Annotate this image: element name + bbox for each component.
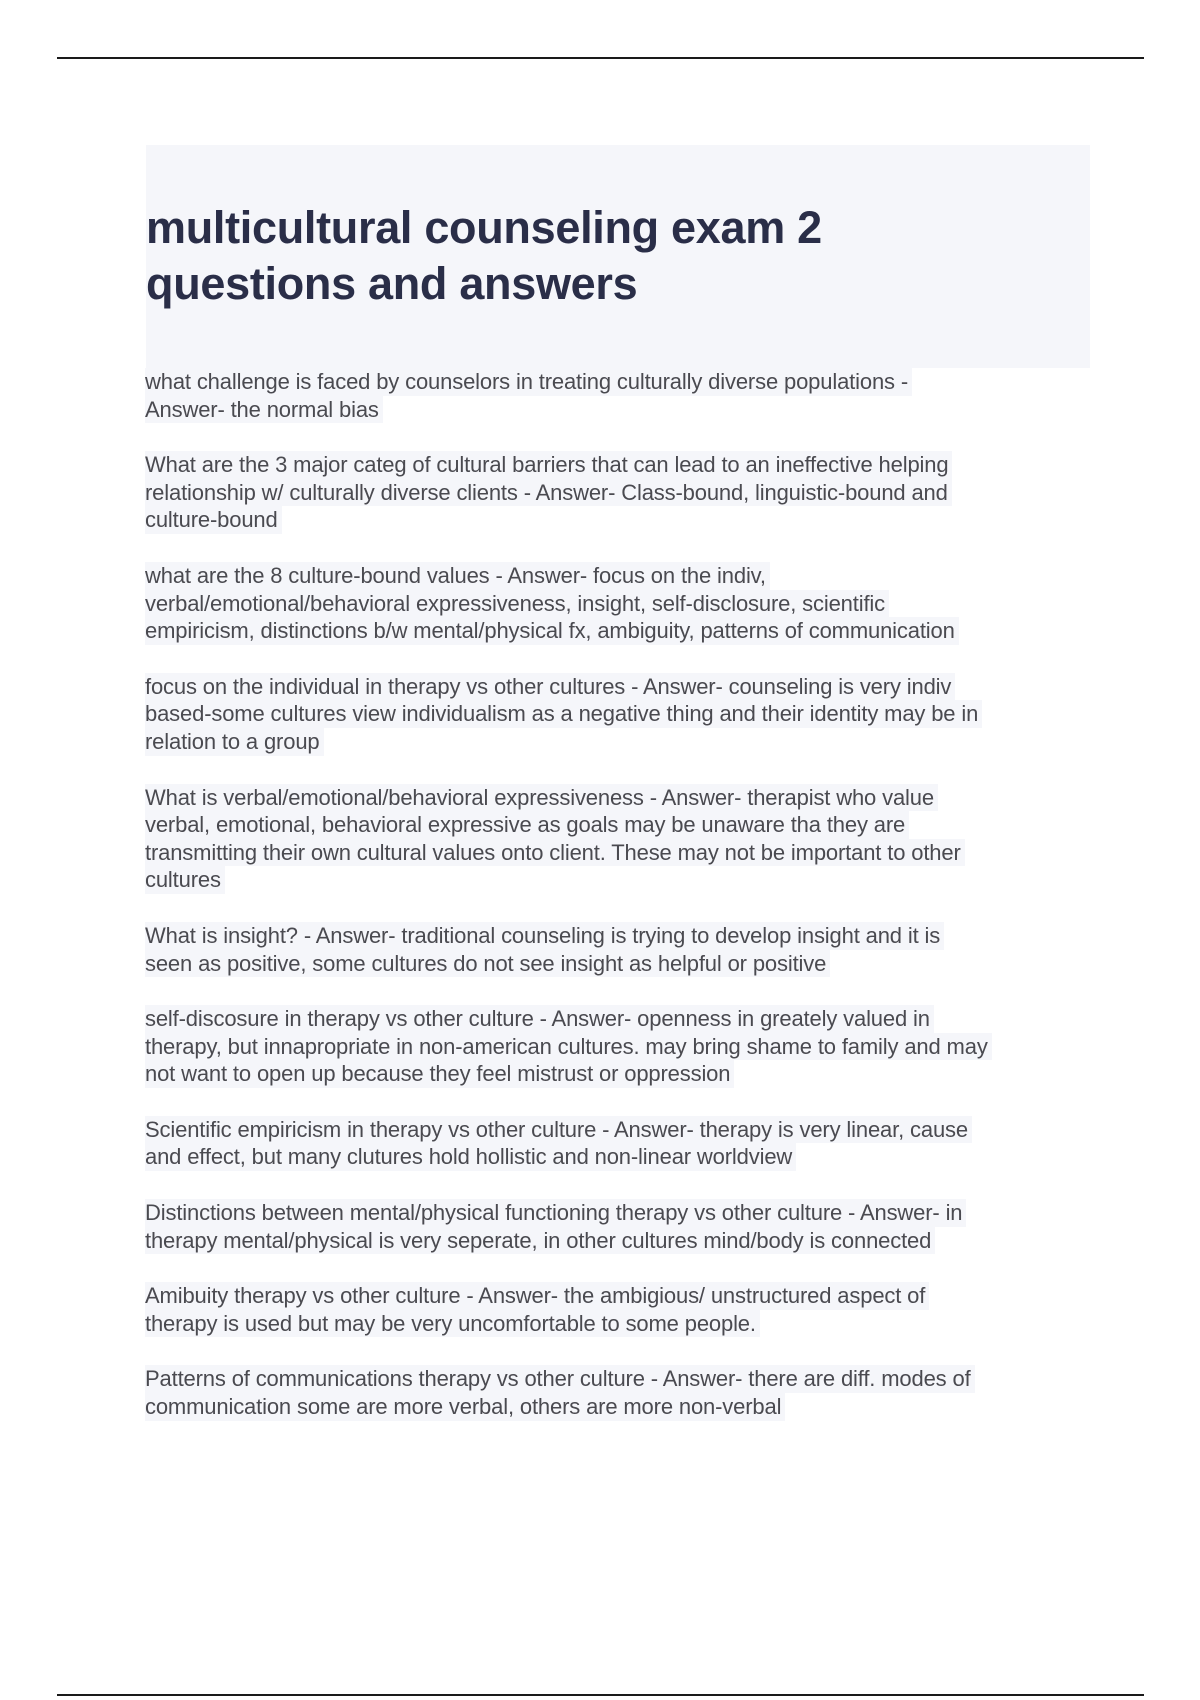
qa-item [145,922,1095,977]
qa-item [145,451,1095,534]
qa-text-line: not want to open up because they feel mistrust or oppression [145,1060,734,1088]
qa-text-line: What is insight? - Answer- traditional counseling is trying to develop insight and it is [145,922,944,950]
qa-text-line: seen as positive, some cultures do not see insight as helpful or positive [145,950,830,978]
qa-text-line: relation to a group [145,728,324,756]
footer-rule [57,1694,1144,1696]
qa-text-line: Scientific empiricism in therapy vs other culture - Answer- therapy is very linear, cause [145,1116,972,1144]
qa-text-line: verbal, emotional, behavioral expressive as goals may be unaware tha they are [145,811,909,839]
qa-item [145,1282,1095,1337]
qa-text-line: transmitting their own cultural values onto client. These may not be important to other [145,839,965,867]
title-line: multicultural counseling exam 2 [146,202,822,253]
qa-text-line: Amibuity therapy vs other culture - Answer- the ambigious/ unstructured aspect of [145,1282,929,1310]
qa-item [145,1199,1095,1254]
qa-item [145,673,1095,756]
qa-text-line: Distinctions between mental/physical functioning therapy vs other culture - Answer- in [145,1199,966,1227]
qa-text-line: What are the 3 major categ of cultural barriers that can lead to an ineffective helping [145,451,952,479]
qa-text-line: what challenge is faced by counselors in treating culturally diverse populations - [145,368,912,396]
qa-item [145,1365,1095,1420]
qa-text-line: therapy is used but may be very uncomfortable to some people. [145,1310,760,1338]
title-line: questions and answers [146,258,638,309]
qa-text-line: Patterns of communications therapy vs other culture - Answer- there are diff. modes of [145,1365,975,1393]
qa-text-line: what are the 8 culture-bound values - Answer- focus on the indiv, [145,562,770,590]
qa-text-line: verbal/emotional/behavioral expressiveness, insight, self-disclosure, scientific [145,590,889,618]
qa-text-line: and effect, but many clutures hold hollistic and non-linear worldview [145,1143,796,1171]
qa-item [145,1116,1095,1171]
qa-text-line: based-some cultures view individualism as a negative thing and their identity may be in [145,700,982,728]
qa-text-line: therapy, but innapropriate in non-american cultures. may bring shame to family and may [145,1033,992,1061]
qa-item [145,562,1095,645]
qa-text-line: What is verbal/emotional/behavioral expressiveness - Answer- therapist who value [145,784,938,812]
qa-text-line: cultures [145,866,225,894]
header-rule [57,57,1144,59]
qa-item [145,1005,1095,1088]
qa-list [145,368,1095,1449]
document-title [146,200,822,312]
qa-text-line: self-discosure in therapy vs other culture - Answer- openness in greately valued in [145,1005,934,1033]
qa-text-line: empiricism, distinctions b/w mental/physical fx, ambiguity, patterns of communication [145,617,959,645]
qa-text-line: communication some are more verbal, others are more non-verbal [145,1393,785,1421]
qa-text-line: focus on the individual in therapy vs other cultures - Answer- counseling is very indiv [145,673,955,701]
qa-item [145,368,1095,423]
qa-item [145,784,1095,894]
qa-text-line: relationship w/ culturally diverse clients - Answer- Class-bound, linguistic-bound and [145,479,952,507]
qa-text-line: Answer- the normal bias [145,396,383,424]
qa-text-line: culture-bound [145,506,282,534]
qa-text-line: therapy mental/physical is very seperate, in other cultures mind/body is connected [145,1227,935,1255]
